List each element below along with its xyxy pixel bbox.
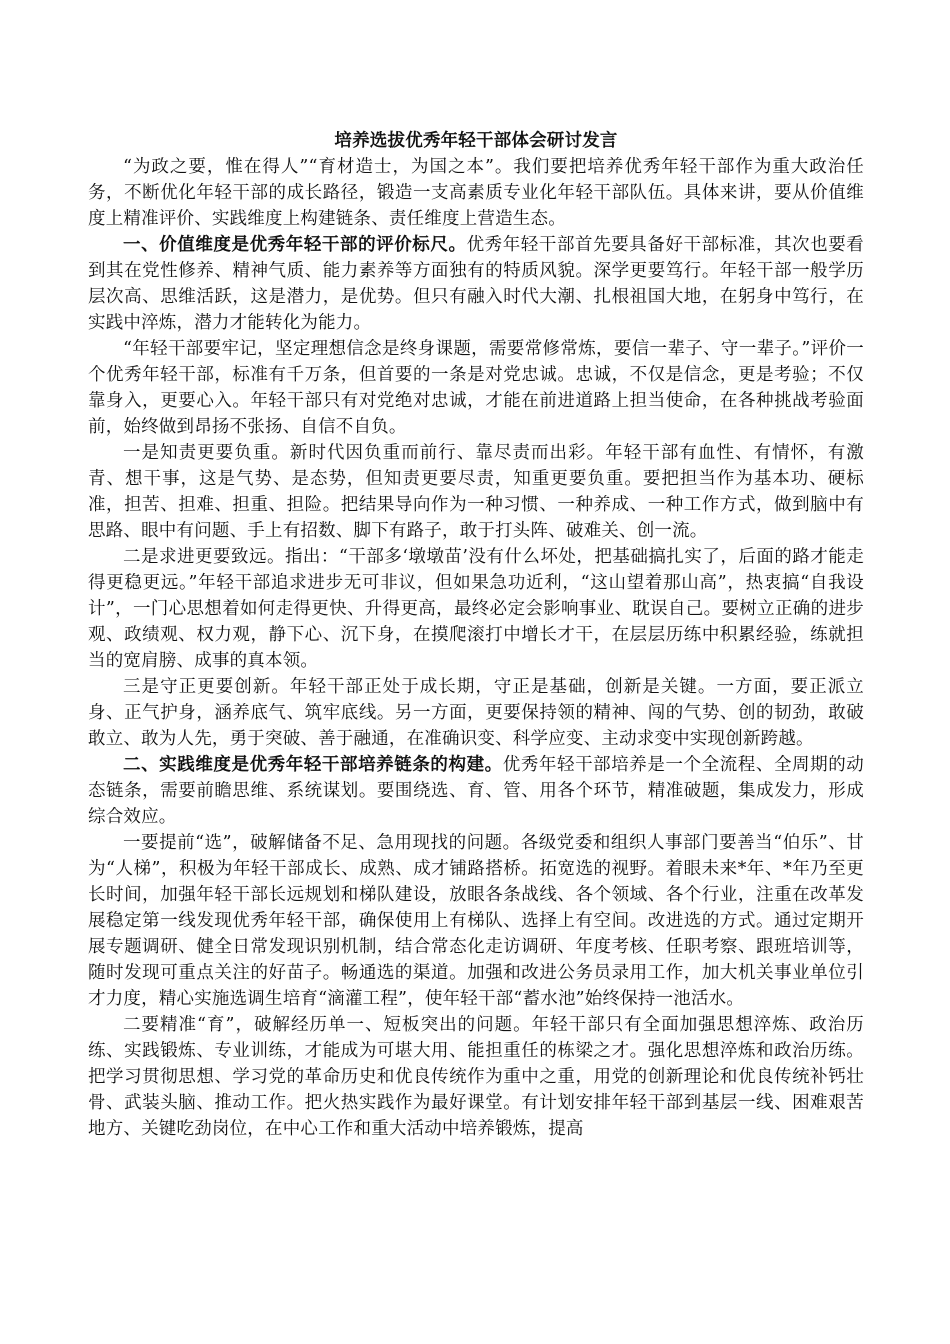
section-heading-2: 二、实践维度是优秀年轻干部培养链条的构建。 <box>123 755 503 775</box>
paragraph-text: 一要提前“选”，破解储备不足、急用现找的问题。各级党委和组织人事部门要善当“伯乐”、甘为“人梯”，积极为年轻干部成长、成熟、成才铺路搭桥。拓宽选的视野。着眼未来*年、*年乃至更长时间，加强年轻干部长远规划和梯队建设，放眼各条战线、各个领域、各个行业，注重在改革发展稳定第一线发现优秀年轻干部，确保使用上有梯队、选择上有空间。改进选的方式。通过定期开展专题调研、健全日常发现识别机制，结合常态化走访调研、年度考核、任职考察、跟班培训等，随时发现可重点关注的好苗子。畅通选的渠道。加强和改进公务员录用工作，加大机关事业单位引才力度，精心实施选调生培育“滴灌工程”，使年轻干部“蓄水池”始终保持一池活水。 <box>88 833 864 1009</box>
paragraph-text: 三是守正更要创新。年轻干部正处于成长期，守正是基础，创新是关键。一方面，要正派立身、正气护身，涵养底气、筑牢底线。另一方面，更要保持领的精神、闯的气势、创的韧劲，敢破敢立、敢为人先，勇于突破、善于融通，在准确识变、科学应变、主动求变中实现创新跨越。 <box>88 677 864 749</box>
paragraph-text: 二要精准“育”，破解经历单一、短板突出的问题。年轻干部只有全面加强思想淬炼、政治历练、实践锻炼、专业训练，才能成为可堪大用、能担重任的栋梁之才。强化思想淬炼和政治历练。把学习贯彻思想、学习党的革命历史和优良传统作为重中之重，用党的创新理论和优良传统补钙壮骨、武装头脑、推动工作。把火热实践作为最好课堂。有计划安排年轻干部到基层一线、困难艰苦地方、关键吃劲岗位，在中心工作和重大活动中培养锻炼，提高 <box>88 1015 864 1139</box>
paragraph-text: 二是求进更要致远。指出：“干部多‘墩墩苗’没有什么坏处，把基础搞扎实了，后面的路才能走得更稳更远。”年轻干部追求进步无可非议，但如果急功近利，“这山望着那山高”，热衷搞“自我设计”，一门心思想着如何走得更快、升得更高，最终必定会影响事业、耽误自己。要树立正确的进步观、政绩观、权力观，静下心、沉下身，在摸爬滚打中增长才干，在层层历练中积累经验，练就担当的宽肩膀、成事的真本领。 <box>88 547 864 671</box>
paragraph-text: “为政之要，惟在得人”“育材造士，为国之本”。我们要把培养优秀年轻干部作为重大政治任务，不断优化年轻干部的成长路径，锻造一支高素质专业化年轻干部队伍。具体来讲，要从价值维度上精准评价、实践维度上构建链条、责任维度上营造生态。 <box>88 157 864 229</box>
paragraph-text: 优秀年轻干部培养是一个全流程、全周期的动态链条，需要前瞻思维、系统谋划。要围绕选、育、管、用各个环节，精准破题，集成发力，形成综合效应。 <box>88 755 864 827</box>
paragraph-intro <box>88 154 864 232</box>
paragraph-point-1 <box>88 440 864 544</box>
paragraph-text: 优秀年轻干部首先要具备好干部标准，其次也要看到其在党性修养、精神气质、能力素养等方面独有的特质风貌。深学更要笃行。年轻干部一般学历层次高、思维活跃，这是潜力，是优势。但只有融入时代大潮、扎根祖国大地，在躬身中笃行，在实践中淬炼，潜力才能转化为能力。 <box>88 235 864 333</box>
paragraph-select <box>88 830 864 1012</box>
paragraph-cultivate <box>88 1012 864 1142</box>
paragraph-text: 一是知责更要负重。新时代因负重而前行、靠尽责而出彩。年轻干部有血性、有情怀，有激青、想干事，这是气势、是态势，但知责更要尽责，知重更要负重。要把担当作为基本功、硬标准，担苦、担难、担重、担险。把结果导向作为一种习惯、一种养成、一种工作方式，做到脑中有思路、眼中有问题、手上有招数、脚下有路子，敢于打头阵、破难关、创一流。 <box>88 443 864 541</box>
document-body <box>88 128 864 1142</box>
paragraph-section-1 <box>88 232 864 336</box>
paragraph-point-2 <box>88 544 864 674</box>
paragraph-section-2 <box>88 752 864 830</box>
paragraph-quote <box>88 336 864 440</box>
document-title: 培养选拔优秀年轻干部体会研讨发言 <box>334 131 618 151</box>
paragraph-text: “年轻干部要牢记，坚定理想信念是终身课题，需要常修常炼，要信一辈子、守一辈子。”评价一个优秀年轻干部，标准有千万条，但首要的一条是对党忠诚。忠诚，不仅是信念，更是考验；不仅靠身入，更要心入。年轻干部只有对党绝对忠诚，才能在前进道路上担当使命，在各种挑战考验面前，始终做到昂扬不张扬、自信不自负。 <box>88 339 864 437</box>
section-heading-1: 一、价值维度是优秀年轻干部的评价标尺。 <box>123 235 467 255</box>
paragraph-point-3 <box>88 674 864 752</box>
